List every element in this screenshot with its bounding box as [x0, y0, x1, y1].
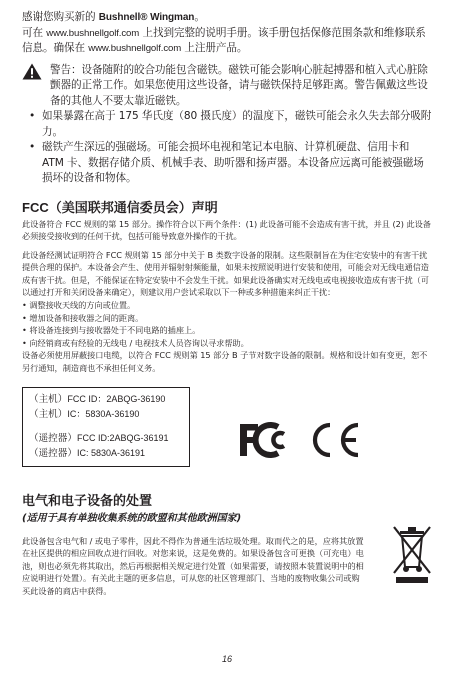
fcc-measure: • 增加设备和接收器之间的距离。 [22, 312, 144, 323]
website-link[interactable]: www.bushnellgolf.com [46, 27, 140, 39]
measure-text-2: 增加设备和接收器之间的距离。 [29, 312, 144, 323]
intro-thanks: 感谢您购买新的 [22, 11, 99, 23]
intro-text-c: 上注册产品。 [181, 42, 248, 54]
fcc-heading [22, 199, 434, 218]
warning-bullet: • 如果暴露在高于 175 华氏度（80 摄氏度）的温度下，磁铁可能会永久失去部分吸附力。 [29, 110, 432, 138]
brand-name: Bushnell® Wingman [98, 12, 195, 23]
fcc-paragraph-1: 此设备符合 FCC 规则的第 15 部分。操作符合以下两个条件：(1) 此设备可能不会造成有害干扰，并且 (2) 此设备必须接受接收到的任何干扰，包括可能导致意外操作的干扰。 [22, 218, 431, 242]
remote-fcc-id [29, 431, 183, 447]
host-fcc-id [29, 392, 183, 408]
host-ic-value: IC：5830A-36190 [67, 409, 140, 420]
certification-row [22, 387, 434, 467]
remote-fcc-value: FCC ID:2ABQG-36191 [76, 432, 169, 443]
warning-bullets [22, 109, 434, 187]
fcc-paragraph-2: 此设备经测试证明符合 FCC 规则第 15 部分中关于 B 类数字设备的限制。这些限制旨在为住宅安装中的有害干扰提供合理的保护。本设备会产生、使用并辐射射频能量，如果未按照说明进行安装和使用，可能会对无线电通信造成有害干扰。但是，不能保证在特定安装中不会发生干扰。如果此设备确实对无线电或电视接收造成有害干扰（可以通过打开和关闭设备来确定），则建议用户尝试采取以下一种或多种措施来纠正干扰： [22, 249, 429, 298]
remote-label: （遥控器） [29, 448, 77, 460]
fcc-section [22, 218, 434, 375]
measure-text-4: 向经销商或有经验的无线电 / 电视技术人员咨询以寻求帮助。 [29, 337, 249, 348]
intro-line [22, 10, 434, 26]
fcc-measure: • 向经销商或有经验的无线电 / 电视技术人员咨询以寻求帮助。 [22, 337, 249, 348]
bullet-text-field: 磁铁产生深远的强磁场。可能会损坏电视和笔记本电脑、计算机硬盘、信用卡和 ATM 卡、数据存储介质、机械手表、助听器和扬声器。本设备应远离可能被强磁场损坏的设备和物体。 [42, 141, 424, 184]
warning-section [22, 63, 434, 187]
fcc-paragraph-3: 设备必须使用屏蔽接口电缆，以符合 FCC 规则第 15 部分 B 子节对数字设备的限制。规格和设计如有变更，恕不另行通知，制造商也不承担任何义务。 [22, 350, 428, 374]
warning-paragraph [22, 63, 434, 110]
warning-triangle-icon [22, 63, 42, 80]
intro-period: 。 [194, 11, 205, 23]
measure-text-3: 将设备连接到与接收器处于不同电路的插座上。 [29, 325, 201, 336]
host-label: （主机） [29, 393, 68, 405]
fcc-logo-icon [238, 421, 294, 459]
compliance-marks [238, 421, 362, 459]
page-number: 16 [221, 654, 232, 664]
fcc-heading-latin: FCC [22, 199, 49, 215]
fcc-measure: • 将设备连接到与接收器处于不同电路的插座上。 [22, 325, 201, 336]
host-ic-id [29, 407, 183, 423]
bullet-text-heat: 如果暴露在高于 175 华氏度（80 摄氏度）的温度下，磁铁可能会永久失去部分吸附力。 [42, 110, 432, 138]
weee-body: 此设备包含电气和 / 或电子零件，因此不得作为普通生活垃圾处理。取而代之的是，应将其放置在社区提供的相应回收点进行回收。对您来说，这是免费的。如果设备包含可更换（可充电）电池，则也必须先将其取出，然后再根据相关规定进行处置（如果需要，请按照本装置说明中的相应说明进行处置）。有关此主题的更多信息，可从您的社区管理部门、当地的废物收集公司或购买此设备的商店中获得。 [22, 535, 364, 596]
ce-mark-icon [308, 421, 362, 459]
certification-id-box [22, 387, 190, 467]
remote-ic-value: IC: 5830A-36191 [76, 448, 146, 459]
host-fcc-value: FCC ID：2ABQG-36190 [67, 393, 166, 404]
register-link[interactable]: www.bushnellgolf.com [88, 43, 182, 54]
crossed-bin-icon [390, 521, 434, 585]
fcc-measure: • 调整接收天线的方向或位置。 [22, 300, 136, 311]
weee-section [22, 535, 434, 598]
warning-text: 警告：设备随附的皎合功能包含磁铁。磁铁可能会影响心脏起搏器和植入式心脏除颤器的正常工作。如果您使用这些设备，请与磁铁保持足够距离。警告佩戴这些设备的其他人不要太靠近磁铁。 [50, 63, 428, 107]
fcc-heading-text: （美国联邦通信委员会）声明 [48, 200, 218, 216]
weee-heading: 电气和电子设备的处置 [22, 493, 153, 509]
measure-text-1: 调整接收天线的方向或位置。 [29, 300, 136, 311]
manual-page [22, 10, 434, 598]
intro-text-b: 上找到完整的说明手册。该手册包括保修范围条款和维修联系信息。确保在 [22, 26, 426, 54]
intro-manual-text [22, 26, 434, 57]
intro-section [22, 10, 434, 57]
remote-label: （遥控器） [29, 432, 77, 444]
remote-ic-id [29, 446, 183, 462]
weee-subheading: (适用于具有单独收集系统的欧盟和其他欧洲国家) [22, 512, 242, 524]
host-label: （主机） [29, 409, 68, 421]
warning-bullet: • 磁铁产生深远的强磁场。可能会损坏电视和笔记本电脑、计算机硬盘、信用卡和 ATM 卡、数据存储介质、机械手表、助听器和扬声器。本设备应远离可能被强磁场损坏的设备和物体。 [29, 141, 424, 184]
fcc-measures [22, 299, 434, 349]
intro-text-a: 可在 [22, 26, 47, 39]
